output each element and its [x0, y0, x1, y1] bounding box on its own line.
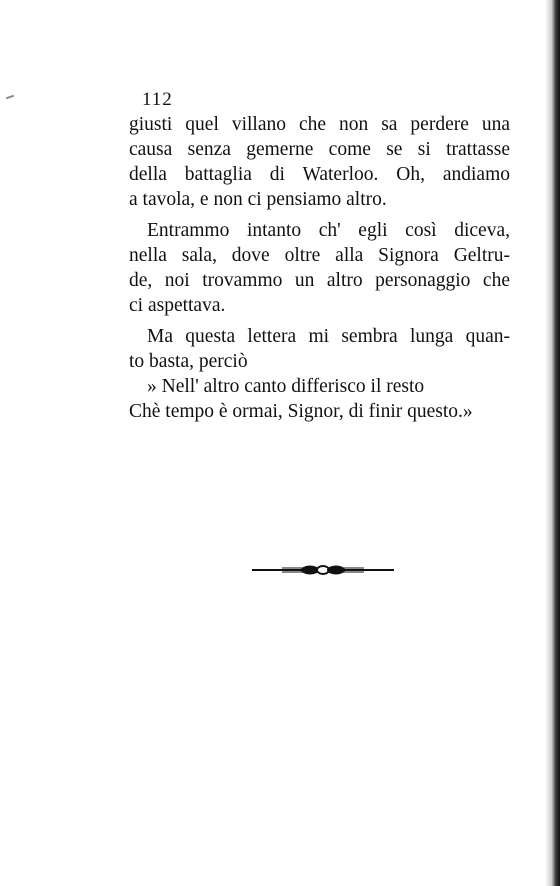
- verse-line: Chè tempo è ormai, Signor, di finir questo.»: [129, 401, 473, 422]
- text-line: de, noi trovammo un altro personaggio che: [129, 270, 510, 291]
- text-line: nella sala, dove oltre alla Signora Geltru-: [129, 245, 510, 266]
- margin-mark: [6, 95, 14, 100]
- text-line: Ma questa lettera mi sembra lunga quan-: [147, 326, 510, 347]
- text-line: della battaglia di Waterloo. Oh, andiamo: [129, 164, 510, 185]
- page-number: 112: [142, 89, 173, 110]
- text-line: to basta, perciò: [129, 351, 248, 372]
- page-binding-edge: [546, 0, 560, 886]
- text-line: a tavola, e non ci pensiamo altro.: [129, 189, 387, 210]
- text-line: causa senza gemerne come se si trattasse: [129, 139, 510, 160]
- text-line: ci aspettava.: [129, 295, 226, 316]
- verse-line: » Nell' altro canto differisco il resto: [147, 376, 425, 397]
- ornament-divider: [252, 562, 394, 578]
- text-line: giusti quel villano che non sa perdere una: [129, 114, 510, 135]
- text-line: Entrammo intanto ch' egli così diceva,: [147, 220, 510, 241]
- body-text: [129, 112, 510, 424]
